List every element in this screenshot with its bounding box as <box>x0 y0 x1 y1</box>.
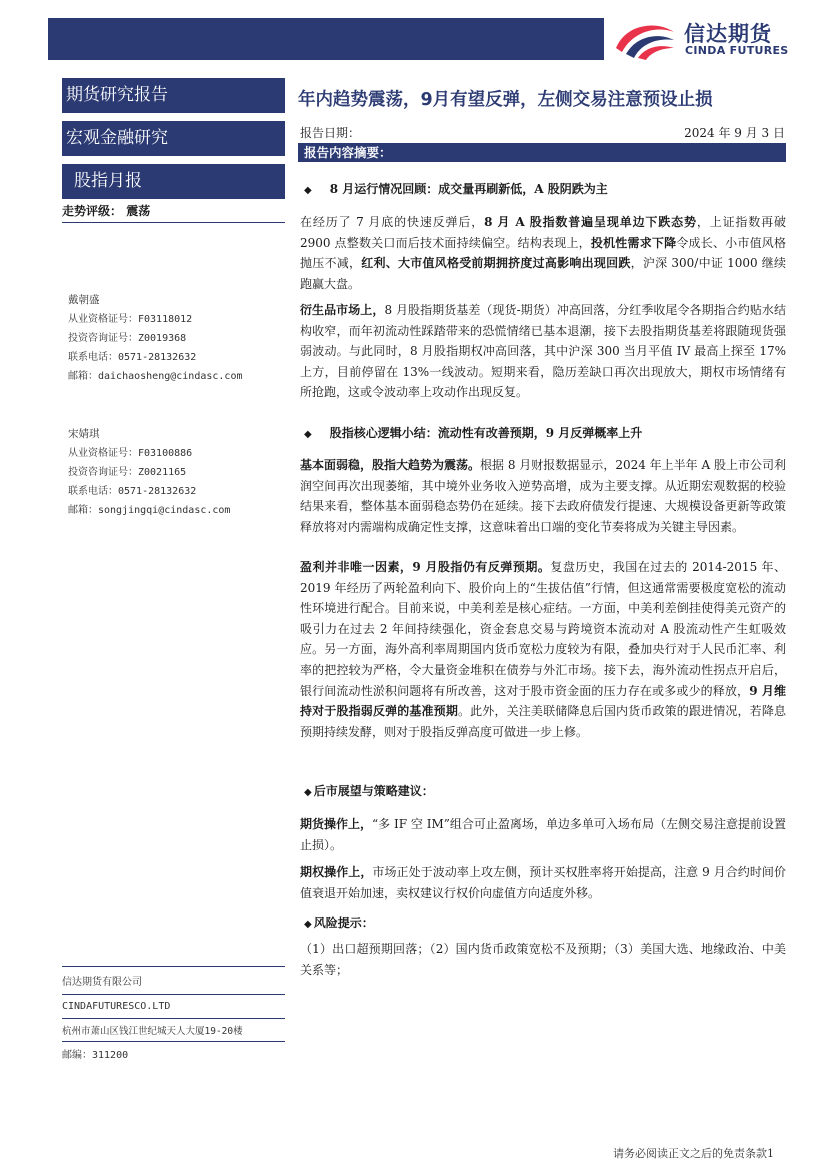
diamond-bullet-icon: ◆ <box>304 787 312 798</box>
header-band <box>48 18 604 60</box>
section-title: 股指核心逻辑小结：流动性有改善预期，9 月反弹概率上升 <box>329 426 643 440</box>
report-type-label: 期货研究报告 <box>62 78 285 113</box>
analyst-phone: 联系电话：0571-28132632 <box>68 486 197 497</box>
section-title: 8 月运行情况回顾：成交量再刷新低，A 股阴跌为主 <box>329 182 608 196</box>
paragraph: 衍生品市场上，8 月股指期货基差（现货-期货）冲高回落，分红季收尾令各期指合约贴水结构收窄，而年初流动性踩踏带来的恐慌情绪已基本退潮，接下去股指期货基差将跟随现货强弱波动。与此同时，8 月股指期权冲高回落，其中沪深 300 当月平值 IV 最高上探至 17%上方，目前停留在 13%一线波动。短期来看，隐历差缺口再次出现放大，期权市场情绪有所抢跑，这或令波动率上攻动作出现反复。 <box>300 303 786 400</box>
analyst-license: 从业资格证号：F03118012 <box>68 314 193 325</box>
diamond-bullet-icon: ◆ <box>304 185 312 196</box>
page-footer: 请务必阅读正文之后的免责条款1 <box>613 1147 774 1160</box>
company-address: 杭州市萧山区钱江世纪城天人大厦19-20楼 <box>62 1026 243 1037</box>
analyst-card <box>68 425 230 520</box>
company-name: 信达期货有限公司 <box>62 977 142 988</box>
logo-chinese-name: 信达期货 <box>684 22 772 46</box>
company-info <box>62 966 285 1061</box>
trend-rating <box>62 202 285 223</box>
analyst-consult-license: 投资咨询证号：Z0021165 <box>68 467 187 478</box>
date-value: 2024 年 9 月 3 日 <box>684 126 785 140</box>
paragraph: 盈利并非唯一因素，9 月股指仍有反弹预期。复盘历史，我国在过去的 2014-2015 年、2019 年经历了两轮盈利向下、股价向上的“生拔估值”行情，但这通常需要极度宽松的流动性环境进行配合。目前来说，中美利差是核心症结。一方面，中美利差倒挂使得美元资产的吸引力在过去 2 年间持续强化，资金套息交易与跨境资本流动对 A 股流动性产生虹吸效应。另一方面，海外高利率周期国内货币宽松力度较为有限，叠加央行对于人民币汇率、利率的把控较为严格，令大量资金堆积在债券与外汇市场。接下去，海外流动性拐点开启后，银行间流动性淤积问题将有所改善，这对于股市资金面的压力存在或多或少的释放，9 月维持对于股指弱反弹的基准预期。此外，关注美联储降息后国内货币政策的跟进情况，若降息预期持续发酵，则对于股指反弹高度可做进一步上修。 <box>300 560 787 739</box>
paragraph: 基本面弱稳，股指大趋势为震荡。根据 8 月财报数据显示，2024 年上半年 A 股上市公司利润空间再次出现萎缩，其中境外业务收入逆势高增，成为主要支撑。从近期宏观数据的校验结果来看，整体基本面弱稳态势仍在延续。接下去政府债发行提速、大规模设备更新等政策释放将对内需端构成确定性支撑，这意味着出口端的变化节奏将成为关键主导因素。 <box>300 458 786 534</box>
analyst-phone: 联系电话：0571-28132632 <box>68 352 197 363</box>
analyst-name: 宋婧琪 <box>68 428 100 440</box>
cinda-swoosh-icon <box>612 18 678 60</box>
analyst-card <box>68 291 243 386</box>
divider <box>62 1018 285 1019</box>
date-label: 报告日期： <box>300 126 361 140</box>
rating-label: 走势评级： <box>62 204 123 218</box>
rating-value: 震荡 <box>126 204 151 218</box>
company-logo <box>612 16 802 62</box>
summary-header: 报告内容摘要： <box>298 143 786 162</box>
logo-english-name: CINDA FUTURES <box>685 44 789 57</box>
report-date-row <box>300 124 785 141</box>
analyst-email[interactable]: 邮箱：songjingqi@cindasc.com <box>68 505 231 516</box>
divider <box>62 994 285 995</box>
analyst-license: 从业资格证号：F03100886 <box>68 448 193 459</box>
diamond-bullet-icon: ◆ <box>304 919 312 930</box>
section-heading <box>304 914 784 931</box>
analyst-name: 戴朝盛 <box>68 294 100 306</box>
analyst-email[interactable]: 邮箱：daichaosheng@cindasc.com <box>68 371 243 382</box>
diamond-bullet-icon: ◆ <box>304 429 312 440</box>
company-website[interactable]: CINDAFUTURESCO.LTD <box>62 1001 171 1012</box>
paragraph: 期权操作上，市场正处于波动率上攻左侧，预计买权胜率将开始提高，注意 9 月合约时间价值衰退开始加速，卖权建议行权价向虚值方向适度外移。 <box>300 865 786 900</box>
paragraph: 在经历了 7 月底的快速反弹后，8 月 A 股指数普遍呈现单边下跌态势，上证指数再破 2900 点整数关口而后技术面持续偏空。结构表现上，投机性需求下降令成长、小市值风格抛压不减，红利、大市值风格受前期拥挤度过高影响出现回跌，沪深 300/中证 1000 继续跑赢大盘。 <box>300 215 786 291</box>
section-heading <box>304 424 784 441</box>
section-heading <box>304 782 784 799</box>
paragraph: （1）出口超预期回落；（2）国内货币政策宽松不及预期；（3）美国大选、地缘政治、中美关系等； <box>300 942 786 977</box>
section-heading <box>304 180 784 197</box>
category-label: 宏观金融研究 <box>62 121 285 156</box>
divider <box>62 966 285 967</box>
paragraph: 期货操作上，“多 IF 空 IM”组合可止盈离场，单边多单可入场布局（左侧交易注意提前设置止损）。 <box>300 817 786 852</box>
company-postcode: 邮编：311200 <box>62 1050 129 1061</box>
analyst-consult-license: 投资咨询证号：Z0019368 <box>68 333 187 344</box>
section-title: 后市展望与策略建议： <box>313 784 434 798</box>
divider <box>62 1041 285 1042</box>
sub-category-label: 股指月报 <box>62 164 285 199</box>
section-title: 风险提示： <box>313 916 374 930</box>
report-title: 年内趋势震荡，9月有望反弹，左侧交易注意预设止损 <box>298 90 713 110</box>
